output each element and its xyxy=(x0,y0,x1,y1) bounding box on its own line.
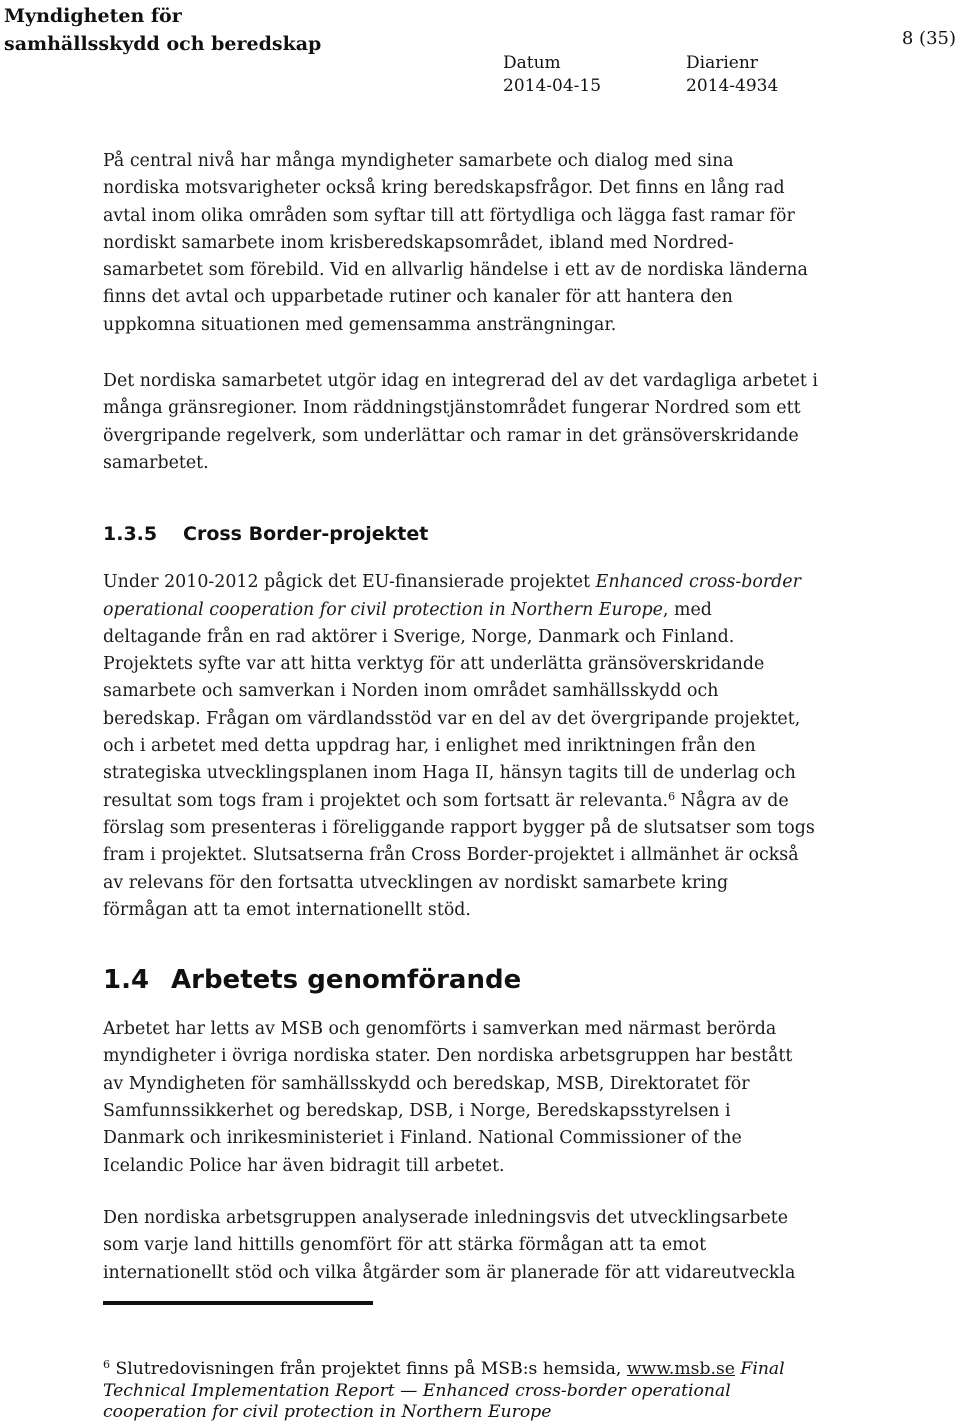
section-title: Arbetets genomförande xyxy=(171,965,522,996)
paragraph-nordic-cooperation xyxy=(103,148,808,339)
paragraph-cross-border-project xyxy=(103,569,815,924)
paragraph-line: av relevans för den fortsatta utvecklingen av nordiskt samarbete kring xyxy=(103,872,729,893)
registration-value: 2014-4934 xyxy=(686,76,779,96)
text-run: Några av de xyxy=(675,790,789,811)
paragraph-border-regions xyxy=(103,368,818,477)
paragraph-line: Den nordiska arbetsgruppen analyserade inledningsvis det utvecklingsarbete xyxy=(103,1207,789,1228)
paragraph-line: nordiskt samarbete inom krisberedskapsområdet, ibland med Nordred- xyxy=(103,232,734,253)
text-run: Slutredovisningen från projektet finns på MSB:s hemsida, xyxy=(110,1359,627,1379)
page-number: 8 (35) xyxy=(901,28,956,49)
paragraph-line: beredskap. Frågan om värdlandsstöd var en del av det övergripande projektet, xyxy=(103,708,801,729)
paragraph-line: uppkomna situationen med gemensamma ansträngningar. xyxy=(103,314,617,335)
paragraph-line: många gränsregioner. Inom räddningstjänstområdet fungerar Nordred som ett xyxy=(103,398,801,419)
paragraph-working-group xyxy=(103,1016,803,1180)
section-number: 1.3.5 xyxy=(103,523,158,546)
paragraph-line: avtal inom olika områden som syftar till att förtydliga och lägga fast ramar för xyxy=(103,205,795,226)
footnote-line xyxy=(103,1359,803,1381)
paragraph-line: finns det avtal och upparbetade rutiner och kanaler för att hantera den xyxy=(103,287,733,308)
document-body xyxy=(103,148,818,1287)
text-run: Under 2010-2012 pågick det EU-finansierade projektet xyxy=(103,572,596,593)
footnote-mark: 6 xyxy=(103,1358,110,1371)
paragraph-line: och i arbetet med detta uppdrag har, i enlighet med inriktningen från den xyxy=(103,736,756,757)
paragraph-line: På central nivå har många myndigheter samarbete och dialog med sina xyxy=(103,151,734,171)
paragraph-line: Samfunnssikkerhet og beredskap, DSB, i Norge, Beredskapsstyrelsen i xyxy=(103,1101,731,1122)
section-heading-1-3-5 xyxy=(103,520,803,548)
paragraph-line xyxy=(103,597,803,624)
paragraph-line xyxy=(103,788,803,815)
organization-name-line1: Myndigheten för xyxy=(4,5,182,27)
paragraph-line: Projektets syfte var att hitta verktyg för att underlätta gränsöverskridande xyxy=(103,654,765,675)
footnote-separator xyxy=(103,1301,373,1305)
section-heading-1-4 xyxy=(103,962,803,998)
paragraph-line: övergripande regelverk, som underlättar och ramar in det gränsöverskridande xyxy=(103,425,799,446)
paragraph-line: nordiska motsvarigheter också kring beredskapsfrågor. Det finns en lång rad xyxy=(103,178,785,199)
paragraph-line: samarbetet. xyxy=(103,452,209,473)
paragraph-line: strategiska utvecklingsplanen inom Haga II, hänsyn tagits till de underlag och xyxy=(103,763,796,784)
registration-label: Diarienr xyxy=(686,53,758,73)
paragraph-line: internationellt stöd och vilka åtgärder som är planerade för att vidareutveckla xyxy=(103,1262,796,1283)
text-run: resultat som togs fram i projektet och som fortsatt är relevanta. xyxy=(103,790,669,811)
paragraph-line: förslag som presenteras i föreliggande rapport bygger på de slutsatser som togs xyxy=(103,817,815,838)
date-value: 2014-04-15 xyxy=(503,76,602,96)
msb-website-link[interactable]: www.msb.se xyxy=(626,1359,735,1379)
project-title-italic: operational cooperation for civil protection in Northern Europe xyxy=(103,599,663,620)
date-label: Datum xyxy=(503,53,561,73)
paragraph-line: förmågan att ta emot internationellt stöd. xyxy=(103,899,471,920)
report-title-italic: Final xyxy=(734,1359,785,1379)
text-run: , med xyxy=(662,599,712,620)
section-number: 1.4 xyxy=(103,965,150,996)
paragraph-line: Det nordiska samarbetet utgör idag en integrerad del av det vardagliga arbetet i xyxy=(103,371,818,392)
footnote-line xyxy=(103,1381,803,1403)
paragraph-line xyxy=(103,569,803,596)
paragraph-line: deltagande från en rad aktörer i Sverige, Norge, Danmark och Finland. xyxy=(103,626,735,647)
report-title-italic: Technical Implementation Report — Enhanced cross-border operational xyxy=(103,1380,731,1401)
project-title-italic: Enhanced cross-border xyxy=(595,572,801,593)
date-block xyxy=(503,52,601,98)
registration-block xyxy=(686,52,778,98)
footnote-reference[interactable]: 6 xyxy=(668,789,676,803)
paragraph-line: Icelandic Police har även bidragit till arbetet. xyxy=(103,1155,505,1176)
paragraph-line: Arbetet har letts av MSB och genomförts i samverkan med närmast berörda xyxy=(103,1019,777,1040)
footnote xyxy=(103,1359,803,1424)
paragraph-line: samarbetet som förebild. Vid en allvarlig händelse i ett av de nordiska länderna xyxy=(103,260,808,281)
paragraph-line: av Myndigheten för samhällsskydd och beredskap, MSB, Direktoratet för xyxy=(103,1073,750,1094)
organization-name-line2: samhällsskydd och beredskap xyxy=(4,33,322,55)
paragraph-line: myndigheter i övriga nordiska stater. Den nordiska arbetsgruppen har bestått xyxy=(103,1046,793,1067)
paragraph-line: som varje land hittills genomfört för att stärka förmågan att ta emot xyxy=(103,1235,707,1256)
report-title-italic: cooperation for civil protection in Northern Europe xyxy=(103,1402,552,1422)
paragraph-analysis xyxy=(103,1205,803,1287)
section-title: Cross Border-projektet xyxy=(183,523,429,546)
paragraph-line: Danmark och inrikesministeriet i Finland. National Commissioner of the xyxy=(103,1128,742,1149)
paragraph-line: samarbete och samverkan i Norden inom området samhällsskydd och xyxy=(103,681,719,702)
organization-name xyxy=(4,2,321,58)
paragraph-line: fram i projektet. Slutsatserna från Cross Border-projektet i allmänhet är också xyxy=(103,845,799,866)
footnote-line xyxy=(103,1402,803,1424)
